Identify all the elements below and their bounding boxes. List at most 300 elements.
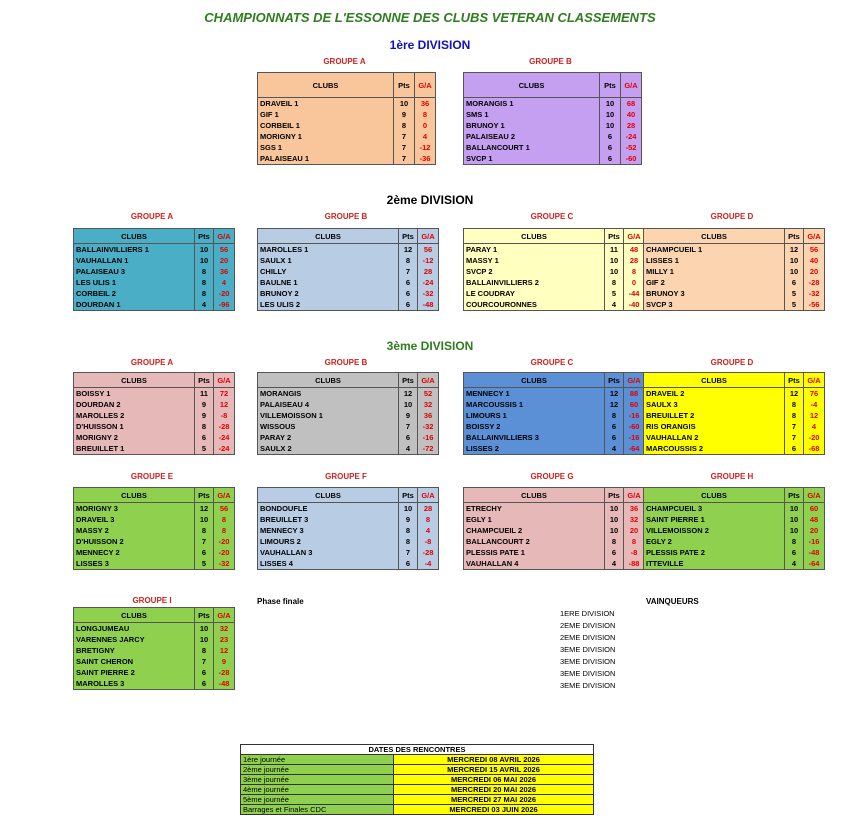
col-pts-header: Pts	[600, 73, 621, 98]
points-cell: 7	[399, 421, 418, 432]
club-name: PALAISEAU 3	[76, 267, 126, 276]
goal-average-cell: 12	[219, 400, 229, 409]
club-name: VILLEMOISSON 2	[646, 526, 709, 535]
club-name: MENNECY 1	[466, 389, 510, 398]
table-row	[258, 255, 439, 266]
table-row	[258, 120, 436, 131]
round-date: MERCREDI 08 AVRIL 2026	[394, 755, 594, 765]
goal-average-cell: 40	[626, 110, 636, 119]
points-cell: 10	[785, 255, 804, 266]
col-pts-header: Pts	[399, 229, 418, 244]
club-name: CHAMPCUEIL 1	[646, 245, 703, 254]
table-row	[74, 255, 235, 266]
goal-average-cell: -48	[808, 548, 820, 557]
dates-header: DATES DES RENCONTRES	[241, 745, 594, 755]
club-name: MORANGIS	[260, 389, 302, 398]
col-clubs-header: CLUBS	[644, 229, 785, 244]
standings-table	[257, 372, 439, 455]
club-name: VAUHALLAN 3	[260, 548, 313, 557]
club-name: MORIGNY 3	[76, 504, 118, 513]
group-title: GROUPE C	[530, 212, 574, 221]
goal-average-cell: -28	[218, 668, 230, 677]
table-row	[644, 388, 825, 400]
club-name: LISSES 4	[260, 559, 293, 568]
club-name: VAUHALLAN 4	[466, 559, 519, 568]
col-pts-header: Pts	[399, 373, 418, 388]
col-clubs-header: CLUBS	[464, 373, 605, 388]
points-cell: 8	[605, 277, 624, 288]
club-name: MARCOUSSIS 2	[646, 444, 704, 453]
club-name: ITTEVILLE	[646, 559, 684, 568]
points-cell: 6	[600, 153, 621, 165]
goal-average-cell: -28	[808, 278, 820, 287]
table-row	[258, 421, 439, 432]
club-name: MORANGIS 1	[466, 99, 514, 108]
points-cell: 10	[600, 120, 621, 131]
points-cell: 6	[600, 131, 621, 142]
goal-average-cell: -28	[218, 422, 230, 431]
col-pts-header: Pts	[605, 488, 624, 503]
round-date: MERCREDI 03 JUIN 2026	[394, 805, 594, 815]
final-division-label: 3EME DIVISION	[560, 645, 616, 654]
points-cell: 10	[605, 514, 624, 525]
points-cell: 8	[195, 288, 214, 299]
col-ga-header: G/A	[418, 373, 439, 388]
goal-average-cell: -8	[220, 411, 228, 420]
goal-average-cell: 36	[219, 267, 229, 276]
table-row	[74, 388, 235, 400]
points-cell: 6	[605, 421, 624, 432]
table-row	[644, 255, 825, 266]
points-cell: 6	[785, 547, 804, 558]
col-clubs-header: CLUBS	[74, 488, 195, 503]
club-name: BALLAINVILLIERS 2	[466, 278, 539, 287]
points-cell: 8	[399, 536, 418, 547]
club-name: CORBEIL 1	[260, 121, 300, 130]
goal-average-cell: -8	[630, 548, 638, 557]
table-row	[74, 558, 235, 570]
division-title: 2ème DIVISION	[386, 193, 474, 207]
standings-table	[463, 228, 645, 311]
standings-table	[643, 487, 825, 570]
group-title: GROUPE A	[130, 212, 174, 221]
col-pts-header: Pts	[605, 373, 624, 388]
goal-average-cell: -24	[218, 444, 230, 453]
club-name: LISSES 2	[466, 444, 499, 453]
points-cell: 10	[195, 634, 214, 645]
points-cell: 6	[399, 288, 418, 299]
winners-label: VAINQUEURS	[646, 597, 699, 606]
points-cell: 6	[195, 547, 214, 558]
goal-average-cell: 28	[423, 504, 433, 513]
group-title: GROUPE G	[530, 472, 574, 481]
club-name: SAINT PIERRE 2	[76, 668, 135, 677]
group-title: GROUPE B	[324, 358, 368, 367]
club-name: PALAISEAU 1	[260, 154, 310, 163]
club-name: BRUNOY 3	[646, 289, 685, 298]
club-name: DRAVEIL 1	[260, 99, 299, 108]
points-cell: 10	[785, 514, 804, 525]
points-cell: 6	[399, 432, 418, 443]
table-row	[258, 98, 436, 110]
points-cell: 12	[605, 399, 624, 410]
club-name: VAUHALLAN 2	[646, 433, 699, 442]
col-ga-header: G/A	[624, 488, 645, 503]
points-cell: 8	[605, 410, 624, 421]
standings-table	[257, 228, 439, 311]
club-name: PALAISEAU 4	[260, 400, 310, 409]
goal-average-cell: 56	[219, 504, 229, 513]
goal-average-cell: -16	[808, 537, 820, 546]
table-row	[74, 667, 235, 678]
round-date: MERCREDI 20 MAI 2026	[394, 785, 594, 795]
table-row	[644, 547, 825, 558]
points-cell: 8	[394, 120, 415, 131]
points-cell: 10	[600, 109, 621, 120]
col-ga-header: G/A	[621, 73, 642, 98]
goal-average-cell: 52	[423, 389, 433, 398]
club-name: SVCP 1	[466, 154, 493, 163]
table-row	[464, 558, 645, 570]
col-pts-header: Pts	[785, 488, 804, 503]
goal-average-cell: -72	[422, 444, 434, 453]
points-cell: 7	[785, 432, 804, 443]
col-ga-header: G/A	[214, 608, 235, 623]
col-ga-header: G/A	[624, 229, 645, 244]
col-clubs-header: CLUBS	[74, 373, 195, 388]
goal-average-cell: 8	[631, 267, 637, 276]
table-row	[464, 399, 645, 410]
table-row	[644, 536, 825, 547]
points-cell: 9	[394, 109, 415, 120]
table-row	[644, 443, 825, 455]
goal-average-cell: -48	[422, 300, 434, 309]
table-row	[464, 244, 645, 256]
points-cell: 9	[195, 410, 214, 421]
goal-average-cell: 28	[423, 267, 433, 276]
points-cell: 7	[394, 153, 415, 165]
col-clubs-header: CLUBS	[644, 373, 785, 388]
points-cell: 6	[785, 443, 804, 455]
table-row	[644, 421, 825, 432]
standings-table	[463, 72, 642, 165]
goal-average-cell: 4	[422, 132, 428, 141]
club-name: MORIGNY 2	[76, 433, 118, 442]
club-name: SAULX 2	[260, 444, 292, 453]
table-row	[74, 678, 235, 690]
club-name: MENNECY 3	[260, 526, 304, 535]
points-cell: 5	[785, 288, 804, 299]
goal-average-cell: 28	[626, 121, 636, 130]
table-header-row	[644, 229, 825, 244]
points-cell: 8	[785, 399, 804, 410]
table-row	[464, 503, 645, 515]
goal-average-cell: 56	[423, 245, 433, 254]
club-name: BREUILLET 1	[76, 444, 125, 453]
goal-average-cell: -56	[808, 300, 820, 309]
date-row	[241, 765, 594, 775]
club-name: LONGJUMEAU	[76, 624, 130, 633]
goal-average-cell: 20	[809, 267, 819, 276]
goal-average-cell: -36	[419, 154, 431, 163]
table-row	[464, 266, 645, 277]
dates-header-row	[241, 745, 594, 755]
standings-table	[73, 607, 235, 690]
col-clubs-header: CLUBS	[258, 488, 399, 503]
club-name: BALLANCOURT 1	[466, 143, 530, 152]
table-header-row	[258, 73, 436, 98]
club-name: MASSY 2	[76, 526, 109, 535]
club-name: PLESSIS PATE 2	[646, 548, 705, 557]
table-row	[74, 623, 235, 635]
points-cell: 4	[399, 443, 418, 455]
club-name: CHILLY	[260, 267, 287, 276]
club-name: LISSES 3	[76, 559, 109, 568]
club-name: SAULX 1	[260, 256, 292, 265]
points-cell: 8	[195, 645, 214, 656]
points-cell: 8	[785, 410, 804, 421]
round-label: 3ème journée	[241, 775, 394, 785]
goal-average-cell: -96	[218, 300, 230, 309]
club-name: MORIGNY 1	[260, 132, 302, 141]
goal-average-cell: 8	[425, 515, 431, 524]
club-name: LES ULIS 1	[76, 278, 117, 287]
division-title: 1ère DIVISION	[389, 38, 471, 52]
goal-average-cell: 36	[420, 99, 430, 108]
col-pts-header: Pts	[605, 229, 624, 244]
goal-average-cell: 4	[221, 278, 227, 287]
col-pts-header: Pts	[785, 229, 804, 244]
points-cell: 7	[399, 266, 418, 277]
table-row	[464, 120, 642, 131]
points-cell: 10	[195, 255, 214, 266]
club-name: BRETIGNY	[76, 646, 115, 655]
goal-average-cell: -12	[419, 143, 431, 152]
group-title: GROUPE E	[130, 472, 174, 481]
goal-average-cell: -68	[808, 444, 820, 453]
points-cell: 7	[195, 656, 214, 667]
club-name: COURCOURONNES	[466, 300, 537, 309]
table-header-row	[258, 373, 439, 388]
club-name: SMS 1	[466, 110, 489, 119]
points-cell: 12	[399, 244, 418, 256]
points-cell: 12	[195, 503, 214, 515]
club-name: DRAVEIL 3	[76, 515, 115, 524]
goal-average-cell: 48	[809, 515, 819, 524]
club-name: CORBEIL 2	[76, 289, 116, 298]
points-cell: 7	[394, 142, 415, 153]
final-division-label: 3EME DIVISION	[560, 669, 616, 678]
points-cell: 6	[605, 547, 624, 558]
table-row	[74, 503, 235, 515]
table-row	[258, 514, 439, 525]
points-cell: 10	[195, 623, 214, 635]
club-name: BALLANCOURT 2	[466, 537, 530, 546]
goal-average-cell: 20	[629, 526, 639, 535]
goal-average-cell: 28	[629, 256, 639, 265]
table-row	[74, 432, 235, 443]
table-row	[644, 410, 825, 421]
goal-average-cell: -60	[625, 154, 637, 163]
club-name: D'HUISSON 1	[76, 422, 124, 431]
table-row	[258, 558, 439, 570]
table-header-row	[464, 373, 645, 388]
club-name: ETRECHY	[466, 504, 502, 513]
table-row	[258, 399, 439, 410]
standings-table	[73, 372, 235, 455]
points-cell: 10	[605, 255, 624, 266]
club-name: GIF 1	[260, 110, 279, 119]
table-row	[464, 131, 642, 142]
goal-average-cell: -32	[422, 289, 434, 298]
col-clubs-header: CLUBS	[464, 73, 600, 98]
final-division-label: 3EME DIVISION	[560, 657, 616, 666]
table-row	[74, 244, 235, 256]
table-row	[74, 277, 235, 288]
standings-table	[257, 72, 436, 165]
points-cell: 5	[195, 558, 214, 570]
table-row	[644, 244, 825, 256]
club-name: SGS 1	[260, 143, 283, 152]
dates-table	[240, 744, 594, 815]
table-row	[258, 277, 439, 288]
round-label: 1ère journée	[241, 755, 394, 765]
goal-average-cell: 8	[221, 515, 227, 524]
group-title: GROUPE I	[132, 596, 172, 605]
goal-average-cell: 36	[629, 504, 639, 513]
table-row	[258, 503, 439, 515]
table-row	[74, 514, 235, 525]
goal-average-cell: 36	[423, 411, 433, 420]
final-division-label: 2EME DIVISION	[560, 621, 616, 630]
col-clubs-header: CLUBS	[464, 229, 605, 244]
points-cell: 8	[195, 525, 214, 536]
col-ga-header: G/A	[214, 373, 235, 388]
col-clubs-header: CLUBS	[74, 608, 195, 623]
points-cell: 4	[605, 299, 624, 311]
table-row	[74, 536, 235, 547]
table-row	[464, 277, 645, 288]
col-pts-header: Pts	[399, 488, 418, 503]
goal-average-cell: -44	[628, 289, 640, 298]
table-row	[644, 288, 825, 299]
points-cell: 6	[399, 299, 418, 311]
club-name: BRUNOY 2	[260, 289, 299, 298]
round-date: MERCREDI 15 AVRIL 2026	[394, 765, 594, 775]
goal-average-cell: -24	[422, 278, 434, 287]
club-name: PARAY 2	[260, 433, 292, 442]
goal-average-cell: -88	[628, 559, 640, 568]
club-name: LIMOURS 2	[260, 537, 301, 546]
points-cell: 10	[394, 98, 415, 110]
club-name: PLESSIS PATE 1	[466, 548, 525, 557]
points-cell: 6	[399, 558, 418, 570]
goal-average-cell: -4	[810, 400, 818, 409]
club-name: LE COUDRAY	[466, 289, 515, 298]
table-row	[258, 443, 439, 455]
table-row	[644, 514, 825, 525]
table-row	[644, 432, 825, 443]
club-name: BALLAINVILLIERS 3	[466, 433, 539, 442]
club-name: SAINT PIERRE 1	[646, 515, 705, 524]
col-ga-header: G/A	[804, 229, 825, 244]
table-row	[644, 266, 825, 277]
table-row	[644, 503, 825, 515]
group-title: GROUPE C	[530, 358, 574, 367]
table-row	[74, 634, 235, 645]
table-header-row	[74, 373, 235, 388]
points-cell: 4	[195, 299, 214, 311]
points-cell: 10	[600, 98, 621, 110]
points-cell: 5	[195, 443, 214, 455]
goal-average-cell: 48	[629, 245, 639, 254]
club-name: EGLY 1	[466, 515, 492, 524]
points-cell: 6	[785, 277, 804, 288]
table-row	[258, 388, 439, 400]
goal-average-cell: -20	[218, 289, 230, 298]
goal-average-cell: -40	[628, 300, 640, 309]
points-cell: 10	[605, 266, 624, 277]
table-row	[644, 558, 825, 570]
club-name: BREUILLET 3	[260, 515, 309, 524]
goal-average-cell: 4	[425, 526, 431, 535]
club-name: MARCOUSSIS 1	[466, 400, 524, 409]
col-pts-header: Pts	[195, 488, 214, 503]
round-label: 4ème journée	[241, 785, 394, 795]
group-title: GROUPE F	[325, 472, 367, 481]
points-cell: 10	[399, 399, 418, 410]
group-title: GROUPE D	[710, 358, 754, 367]
goal-average-cell: 32	[423, 400, 433, 409]
club-name: MENNECY 2	[76, 548, 120, 557]
points-cell: 9	[195, 399, 214, 410]
goal-average-cell: 23	[219, 635, 229, 644]
col-clubs-header: CLUBS	[644, 488, 785, 503]
points-cell: 6	[605, 432, 624, 443]
club-name: DRAVEIL 2	[646, 389, 685, 398]
points-cell: 10	[195, 244, 214, 256]
points-cell: 8	[399, 525, 418, 536]
points-cell: 12	[785, 244, 804, 256]
table-header-row	[464, 229, 645, 244]
table-row	[464, 142, 642, 153]
col-ga-header: G/A	[804, 488, 825, 503]
table-row	[464, 443, 645, 455]
col-clubs-header: CLUBS	[464, 488, 605, 503]
points-cell: 7	[399, 547, 418, 558]
goal-average-cell: -32	[808, 289, 820, 298]
table-row	[258, 266, 439, 277]
standings-table	[643, 372, 825, 455]
col-clubs-header: CLUBS	[258, 73, 394, 98]
points-cell: 8	[785, 536, 804, 547]
points-cell: 8	[195, 277, 214, 288]
points-cell: 4	[605, 558, 624, 570]
points-cell: 8	[195, 421, 214, 432]
table-row	[464, 388, 645, 400]
points-cell: 7	[785, 421, 804, 432]
goal-average-cell: 20	[809, 526, 819, 535]
goal-average-cell: 60	[809, 504, 819, 513]
group-title: GROUPE B	[529, 57, 572, 66]
table-row	[74, 288, 235, 299]
table-row	[258, 299, 439, 311]
group-title: GROUPE H	[710, 472, 754, 481]
points-cell: 8	[605, 536, 624, 547]
club-name: BOISSY 1	[76, 389, 111, 398]
table-header-row	[464, 488, 645, 503]
club-name: BRUNOY 1	[466, 121, 505, 130]
